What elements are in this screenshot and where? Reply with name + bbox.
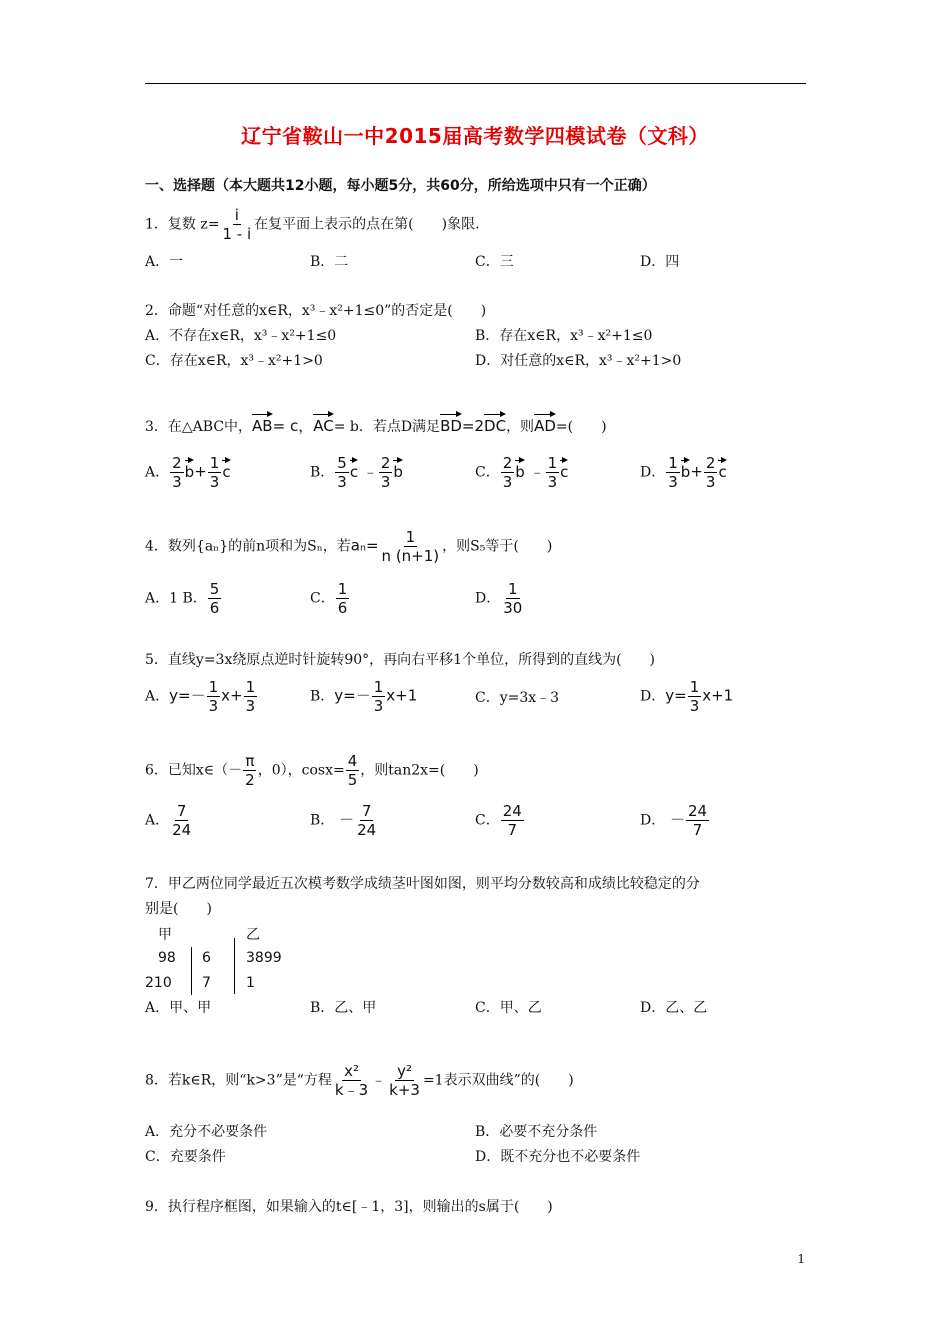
q6-option-a: A． $\frac{7}{24}$ [145,802,192,839]
question-2: 2．命题“对任意的x∈R，x³﹣x²+1≤0”的否定是( ) [145,303,487,319]
q3-option-a: A． $\frac{2}{3}$ b+ $\frac{1}{3}$ c [145,454,231,491]
q1-option-d: D．四 [640,254,680,270]
q7-option-b: B．乙、甲 [310,1000,377,1016]
page-number: 1 [797,1252,805,1266]
q2-option-b: B．存在x∈R，x³﹣x²+1≤0 [475,328,653,344]
plot-header-jia: 甲 [158,927,172,943]
q2-option-c: C．存在x∈R，x³﹣x²+1>0 [145,353,323,369]
q3-option-d: D． $\frac{1}{3}$ b+ $\frac{2}{3}$ c [640,454,727,491]
q8-option-c: C．充要条件 [145,1149,226,1165]
question-6: 6．已知x∈（－ $\frac{\pi}{2}$ ，0），cosx= $\frac{4}{5}$ ，则tan2x=( ) [145,752,479,789]
q7-option-a: A．甲、甲 [145,1000,212,1016]
question-7-line-2: 别是( ) [145,901,212,917]
plot-divider-right [234,938,235,994]
question-1 [145,206,480,243]
vector-ab: AB [252,412,273,436]
q6-option-c: C． $\frac{24}{7}$ [475,802,522,839]
q5-option-c: C．y=3x﹣3 [475,690,560,706]
plot-divider-left [191,947,192,995]
q8-option-a: A．充分不必要条件 [145,1124,268,1140]
q1-option-b: B．二 [310,254,349,270]
q7-option-d: D．乙、乙 [640,1000,708,1016]
header-rule [145,83,806,84]
question-3: 3．在△ABC中，AB= c，AC= b．若点D满足BD=2DC，则AD=( ) [145,412,607,437]
plot-row-1-left: 98 [158,950,176,966]
page-title: 辽宁省鞍山一中2015届高考数学四模试卷（文科） [241,124,709,148]
q5-option-a: A．y=－ $\frac{1}{3}$ x+ $\frac{1}{3}$ [145,678,256,715]
question-9: 9．执行程序框图，如果输入的t∈[﹣1，3]，则输出的s属于( ) [145,1199,553,1215]
plot-header-yi: 乙 [246,927,260,943]
question-7-line-1: 7．甲乙两位同学最近五次模考数学成绩茎叶图如图，则平均分数较高和成绩比较稳定的分 [145,876,700,892]
q1-option-a: A．一 [145,254,184,270]
vector-dc: DC [484,412,506,436]
q1-fraction: $\frac{i}{1 - i}$ [222,206,252,243]
q6-option-b: B． － $\frac{7}{24}$ [310,802,377,839]
question-5: 5．直线y=3x绕原点逆时针旋转90°，再向右平移1个单位，所得到的直线为( ) [145,652,655,668]
plot-row-1-stem: 6 [202,950,211,966]
vector-ac: AC [313,412,333,436]
vector-ad: AD [534,412,556,436]
plot-row-1-right: 3899 [246,950,282,966]
q5-option-b: B．y=－ $\frac{1}{3}$ x+1 [310,678,418,715]
q1-option-c: C．三 [475,254,514,270]
plot-row-2-right: 1 [246,975,255,991]
q6-option-d: D． － $\frac{24}{7}$ [640,802,708,839]
q8-option-d: D．既不充分也不必要条件 [475,1149,641,1165]
plot-row-2-stem: 7 [202,975,211,991]
q4-option-d: D． $\frac{1}{30}$ [475,580,523,617]
q4-fraction: $\frac{1}{n (n+1)}$ [381,528,440,565]
plot-row-2-left: 210 [145,975,172,991]
q1-text-pre: 1．复数 z= [145,216,220,233]
q3-option-c: C． $\frac{2}{3}$ b ﹣ $\frac{1}{3}$ c [475,454,569,491]
q2-option-a: A．不存在x∈R，x³﹣x²+1≤0 [145,328,337,344]
vector-bd: BD [440,412,462,436]
question-4: 4．数列{aₙ}的前n项和为Sₙ，若aₙ= $\frac{1}{n (n+1)}$ ，则S₅等于( ) [145,528,553,565]
q2-option-d: D．对任意的x∈R，x³﹣x²+1>0 [475,353,682,369]
q3-option-b: B． $\frac{5}{3}$ c ﹣ $\frac{2}{3}$ b [310,454,403,491]
q4-option-ab: A．1 B． $\frac{5}{6}$ [145,580,220,617]
q4-option-c: C． $\frac{1}{6}$ [310,580,348,617]
question-8: 8．若k∈R，则“k>3”是“方程 $\frac{\text{x²}}{k﹣3}$ ﹣ $\frac{\text{y²}}{k+3}$ =1表示双曲线”的( ) [145,1062,574,1099]
q5-option-d: D．y= $\frac{1}{3}$ x+1 [640,678,734,715]
q8-option-b: B．必要不充分条件 [475,1124,598,1140]
section-heading: 一、选择题（本大题共12小题，每小题5分，共60分，所给选项中只有一个正确） [145,178,656,194]
q1-text-post: 在复平面上表示的点在第( )象限. [254,216,480,233]
q7-option-c: C．甲、乙 [475,1000,542,1016]
